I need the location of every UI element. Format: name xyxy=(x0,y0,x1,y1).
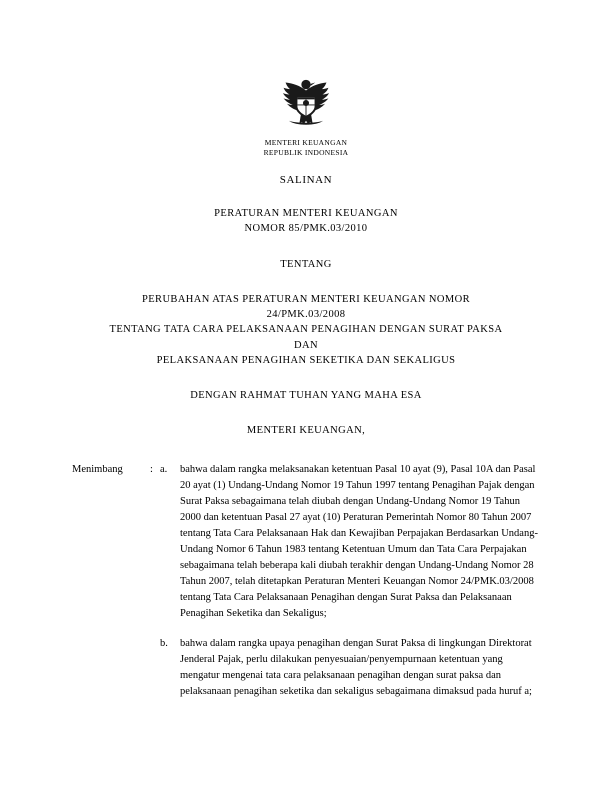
ministry-line-1: MENTERI KEUANGAN xyxy=(264,138,348,147)
emblem-container xyxy=(72,68,540,134)
clause-item xyxy=(72,462,540,622)
clause-letter: b. xyxy=(160,637,168,649)
copy-label: SALINAN xyxy=(279,174,333,187)
considering-section xyxy=(72,462,540,699)
subject-line-2: 24/PMK.03/2008 xyxy=(266,309,346,321)
subject-line-1: PERUBAHAN ATAS PERATURAN MENTERI KEUANGAN NOMOR xyxy=(141,293,471,305)
title-block xyxy=(72,206,540,438)
subject-line-5: PELAKSANAAN PENAGIHAN SEKETIKA DAN SEKALIGUS xyxy=(156,354,456,366)
regulation-number: NOMOR 85/PMK.03/2010 xyxy=(244,223,368,235)
clause-text: bahwa dalam rangka upaya penagihan dengan Surat Paksa di lingkungan Direktorat Jenderal Pajak, perlu dilakukan penyesuaian/penyempurnaan ketentuan yang mengatur mengenai tata cara pelaksanaan penagihan dengan surat paksa dan pelaksanaan penagihan seketika dan sekaligus sebagaimana dimaksud pada huruf a; xyxy=(180,637,532,697)
ministry-heading xyxy=(72,138,540,158)
clause-text: bahwa dalam rangka melaksanakan ketentuan Pasal 10 ayat (9), Pasal 10A dan Pasal 20 ayat (1) Undang-Undang Nomor 19 Tahun 1997 tentang Penagihan Pajak dengan Surat Paksa sebagaimana telah diubah dengan Undang-Undang Nomor 19 Tahun 2000 dan ketentuan Pasal 27 ayat (10) Peraturan Pemerintah Nomor 80 Tahun 2007 tentang Tata Cara Pelaksanaan Hak dan Kewajiban Perpajakan Berdasarkan Undang-Undang Nomor 6 Tahun 1983 tentang Ketentuan Umum dan Tata Cara Perpajakan sebagaimana telah beberapa kali diubah terakhir dengan Undang-Undang Nomor 28 Tahun 2007, telah ditetapkan Peraturan Menteri Keuangan Nomor 24/PMK.03/2008 tentang Tata Cara Pelaksanaan Penagihan dengan Surat Paksa dan Pelaksanaan Penagihan Seketika dan Sekaligus; xyxy=(180,464,538,620)
clause-letter: a. xyxy=(160,464,168,476)
blessing-line: DENGAN RAHMAT TUHAN YANG MAHA ESA xyxy=(190,390,422,401)
about-label: TENTANG xyxy=(280,258,332,270)
ministry-line-2: REPUBLIK INDONESIA xyxy=(263,148,349,158)
garuda-pancasila-emblem-icon xyxy=(273,68,339,134)
subject-line-4: DAN xyxy=(294,339,318,351)
regulation-heading: PERATURAN MENTERI KEUANGAN xyxy=(214,208,398,220)
considering-colon: : xyxy=(150,464,153,476)
authority-line: MENTERI KEUANGAN, xyxy=(246,425,366,437)
considering-label: Menimbang xyxy=(72,464,123,476)
subject-line-3: TENTANG TATA CARA PELAKSANAAN PENAGIHAN DENGAN SURAT PAKSA xyxy=(109,324,503,336)
clause-item xyxy=(72,636,540,700)
